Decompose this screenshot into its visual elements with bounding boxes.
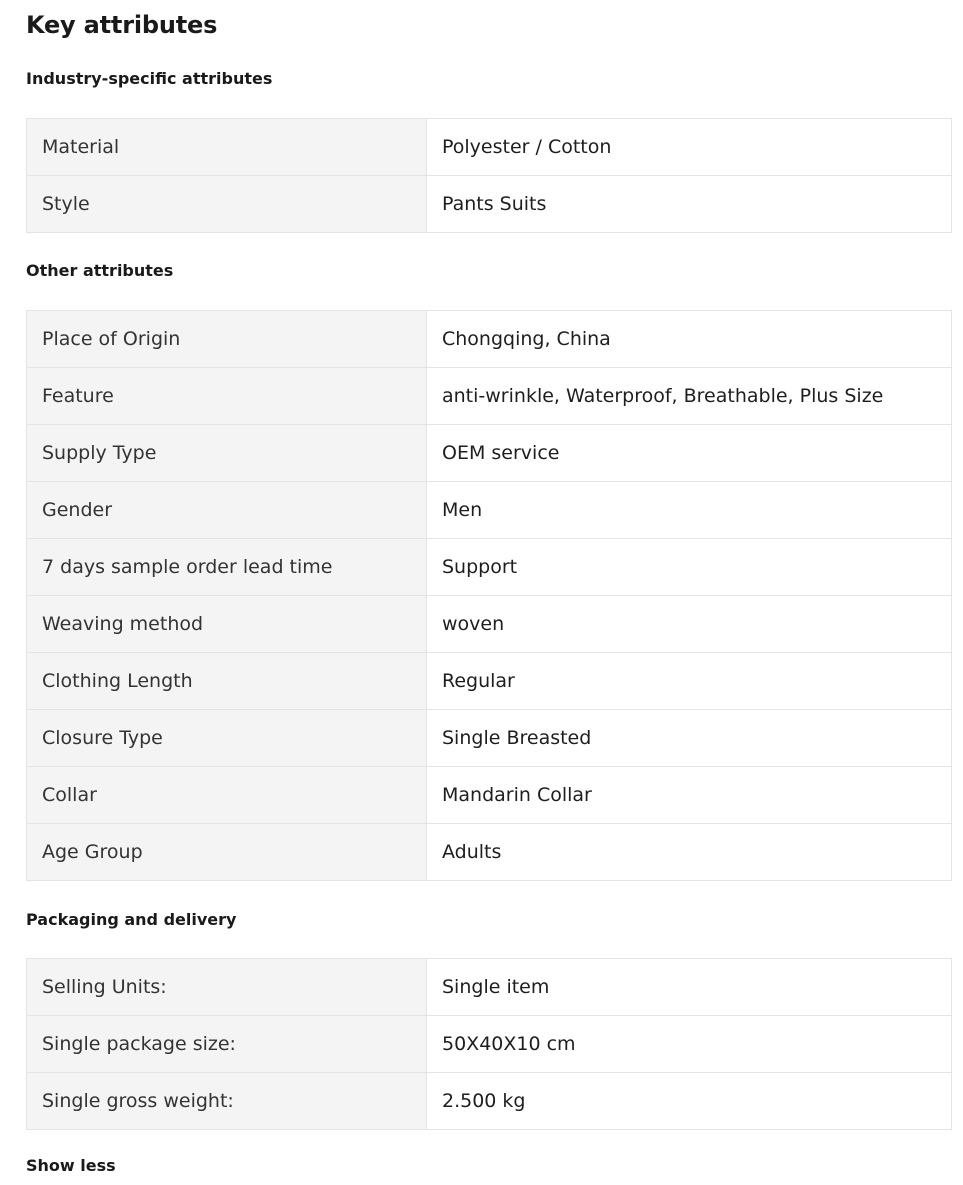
attribute-value: woven [427, 596, 952, 653]
attribute-key: Material [27, 119, 427, 176]
table-row [27, 119, 952, 176]
attribute-value: Support [427, 539, 952, 596]
attribute-value: anti-wrinkle, Waterproof, Breathable, Plus Size [427, 368, 952, 425]
table-row [27, 482, 952, 539]
attribute-key: Style [27, 176, 427, 233]
table-row [27, 824, 952, 881]
key-attributes-panel [26, 0, 952, 1175]
attribute-value: 2.500 kg [427, 1073, 952, 1130]
attribute-value: Mandarin Collar [427, 767, 952, 824]
attribute-value: 50X40X10 cm [427, 1016, 952, 1073]
attribute-value: Pants Suits [427, 176, 952, 233]
attribute-key: Gender [27, 482, 427, 539]
attribute-value: Men [427, 482, 952, 539]
attribute-value: Polyester / Cotton [427, 119, 952, 176]
table-row [27, 425, 952, 482]
table-row [27, 959, 952, 1016]
attribute-key: 7 days sample order lead time [27, 539, 427, 596]
attribute-key: Selling Units: [27, 959, 427, 1016]
industry-attributes-table [26, 118, 952, 233]
section-heading-next: Show less [26, 1156, 116, 1175]
attribute-value: Single Breasted [427, 710, 952, 767]
table-row [27, 1016, 952, 1073]
table-row [27, 368, 952, 425]
attribute-key: Age Group [27, 824, 427, 881]
attribute-key: Clothing Length [27, 653, 427, 710]
attribute-value: OEM service [427, 425, 952, 482]
table-row [27, 710, 952, 767]
table-row [27, 176, 952, 233]
table-row [27, 311, 952, 368]
attribute-key: Collar [27, 767, 427, 824]
section-heading-other: Other attributes [26, 261, 174, 280]
table-row [27, 539, 952, 596]
table-row [27, 767, 952, 824]
attribute-key: Weaving method [27, 596, 427, 653]
attribute-key: Feature [27, 368, 427, 425]
attribute-value: Regular [427, 653, 952, 710]
table-row [27, 653, 952, 710]
attribute-key: Single package size: [27, 1016, 427, 1073]
section-heading-industry: Industry-specific attributes [26, 69, 273, 88]
attribute-value: Chongqing, China [427, 311, 952, 368]
page-title: Key attributes [26, 11, 218, 39]
packaging-attributes-table [26, 958, 952, 1130]
attribute-value: Single item [427, 959, 952, 1016]
other-attributes-table [26, 310, 952, 881]
table-row [27, 596, 952, 653]
attribute-value: Adults [427, 824, 952, 881]
table-row [27, 1073, 952, 1130]
attribute-key: Single gross weight: [27, 1073, 427, 1130]
attribute-key: Supply Type [27, 425, 427, 482]
section-heading-packaging: Packaging and delivery [26, 910, 237, 929]
attribute-key: Closure Type [27, 710, 427, 767]
attribute-key: Place of Origin [27, 311, 427, 368]
